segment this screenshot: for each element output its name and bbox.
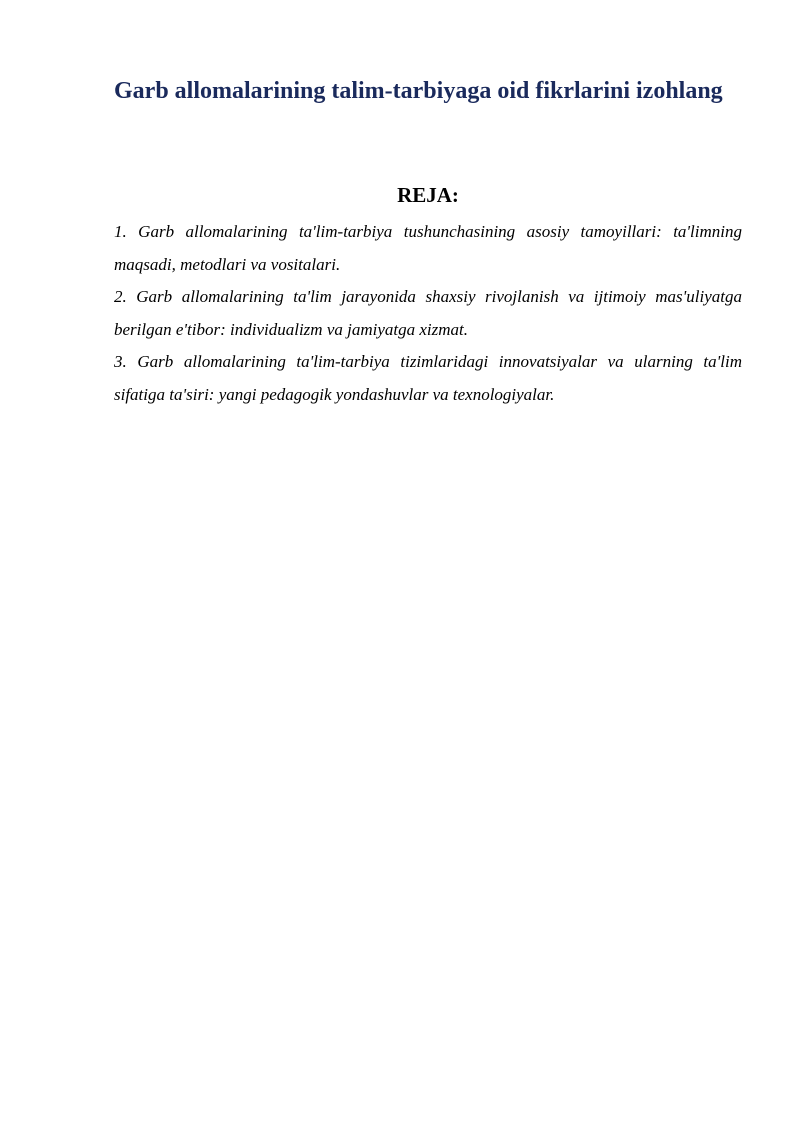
plan-item-3: 3. Garb allomalarining ta'lim-tarbiya tizimlaridagi innovatsiyalar va ularning ta'lim sifatiga ta'siri: yangi pedagogik yondashuvlar va texnologiyalar. bbox=[114, 352, 742, 404]
plan-item-2: 2. Garb allomalarining ta'lim jarayonida shaxsiy rivojlanish va ijtimoiy mas'uliyatga berilgan e'tibor: individualizm va jamiyatga xizmat. bbox=[114, 287, 742, 339]
plan-list bbox=[114, 216, 742, 411]
plan-item-1: 1. Garb allomalarining ta'lim-tarbiya tushunchasining asosiy tamoyillari: ta'limning maqsadi, metodlari va vositalari. bbox=[114, 222, 742, 274]
plan-heading: REJA: bbox=[397, 183, 459, 207]
document-title: Garb allomalarining talim-tarbiyaga oid fikrlarini izohlang bbox=[114, 78, 723, 104]
